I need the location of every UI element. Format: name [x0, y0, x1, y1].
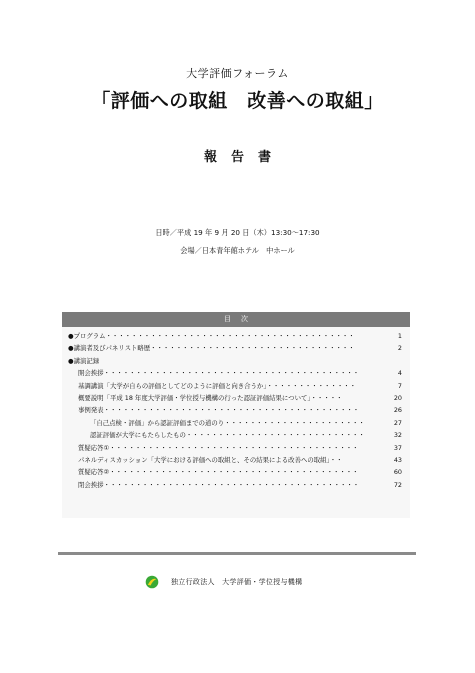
toc-entry-text: 概要説明「平成 18 年度大学評価・学位授与機構の行った認証評価結果について」・・・・・: [78, 393, 343, 402]
toc-entry-page: 72: [393, 480, 402, 489]
toc-entry: [62, 404, 410, 416]
toc-entry-text: パネルディスカッション「大学における評価への取組と、その結果による改善への取組」・・: [78, 455, 343, 464]
toc-entry-page: 1: [397, 332, 402, 340]
toc-entry-page: 7: [397, 381, 402, 390]
toc-entry: [62, 479, 410, 491]
toc-entry-page: 4: [397, 369, 402, 378]
toc-entry-page: 43: [393, 455, 402, 464]
toc-entry-text: 質疑応答②・・・・・・・・・・・・・・・・・・・・・・・・・・・・・・・・・・・・・・・: [78, 468, 359, 477]
toc-entry: [62, 429, 410, 441]
organization-logo-icon: [145, 575, 159, 589]
toc-entry-page: 20: [393, 393, 402, 402]
toc-entry-text: 認証評価が大学にもたらしたもの・・・・・・・・・・・・・・・・・・・・・・・・・・・・: [90, 431, 365, 440]
toc-entry-page: 27: [393, 418, 402, 427]
toc-entry-page: 26: [393, 406, 402, 415]
toc-entry: [62, 392, 410, 404]
toc-entry-page: 32: [393, 431, 402, 440]
toc-header: 目次: [62, 312, 410, 327]
toc-entry: [62, 442, 410, 454]
toc-entry-page: 37: [393, 443, 402, 452]
footer: [145, 572, 302, 592]
toc-entry-text: 開会挨拶・・・・・・・・・・・・・・・・・・・・・・・・・・・・・・・・・・・・・・・・: [78, 369, 360, 378]
toc-entry-text: 基調講演「大学が自らの評価としてどのように評価と向き合うか」・・・・・・・・・・・・・・: [78, 381, 356, 390]
date-line: 日時／平成 19 年 9 月 20 日（木）13:30～17:30: [155, 228, 320, 237]
toc-entry-text: 事例発表・・・・・・・・・・・・・・・・・・・・・・・・・・・・・・・・・・・・・・・・: [78, 406, 360, 415]
table-of-contents: [62, 312, 410, 518]
toc-entry: [62, 380, 410, 392]
toc-entry-text: 「自己点検・評価」から認証評価までの道のり・・・・・・・・・・・・・・・・・・・・・・: [90, 418, 365, 427]
toc-entry-page: 2: [397, 344, 402, 353]
report-label: 報告書: [203, 150, 285, 165]
toc-entry-text: 閉会挨拶・・・・・・・・・・・・・・・・・・・・・・・・・・・・・・・・・・・・・・・・: [78, 480, 360, 489]
toc-entry-page: 60: [393, 468, 402, 477]
footer-divider: [58, 552, 416, 555]
toc-entry: [62, 454, 410, 466]
toc-entry-text: ●講演者及びパネリスト略歴・・・・・・・・・・・・・・・・・・・・・・・・・・・・・・・・: [68, 344, 355, 353]
toc-entry: [62, 367, 410, 379]
organization-name: 独立行政法人 大学評価・学位授与機構: [171, 578, 303, 586]
toc-entry: [62, 342, 410, 354]
toc-entry-text: 質疑応答①・・・・・・・・・・・・・・・・・・・・・・・・・・・・・・・・・・・・・・・: [78, 443, 359, 452]
toc-entry: [62, 355, 410, 367]
toc-entry: [62, 330, 410, 342]
venue-line: 会場／日本青年館ホテル 中ホール: [180, 246, 295, 255]
forum-subtitle: 大学評価フォーラム: [186, 67, 289, 80]
toc-entry-text: ●プログラム・・・・・・・・・・・・・・・・・・・・・・・・・・・・・・・・・・・・・・・: [68, 332, 355, 340]
toc-entry-text: ●講演記録: [68, 356, 100, 365]
toc-list: [62, 327, 410, 491]
toc-entry: [62, 466, 410, 478]
toc-entry: [62, 417, 410, 429]
main-title: 「評価への取組 改善への取組」: [91, 90, 384, 112]
